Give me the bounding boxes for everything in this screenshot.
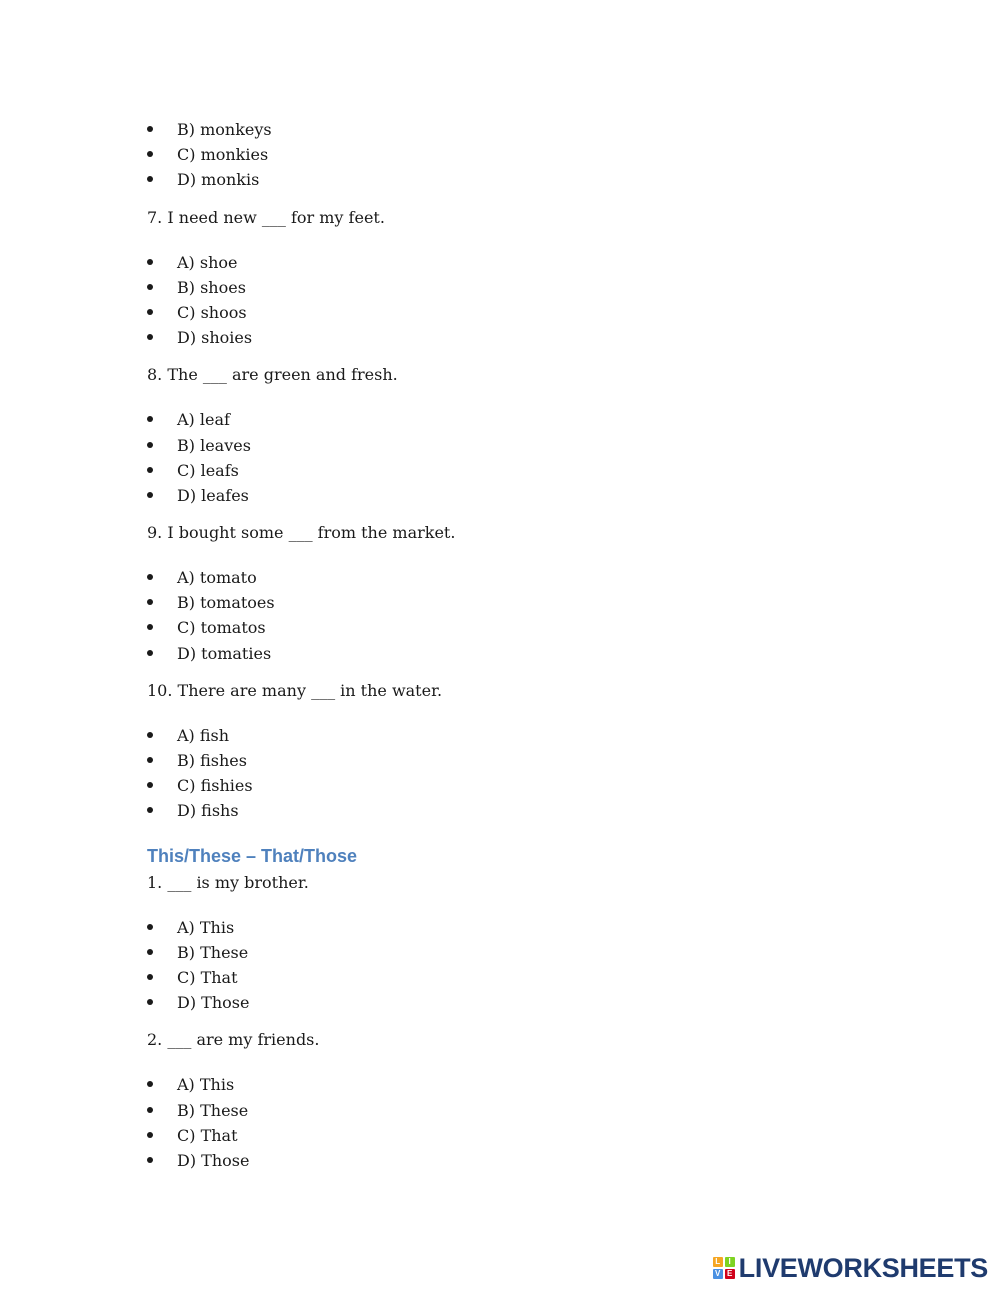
question-text: 2. ___ are my friends.	[147, 1030, 320, 1050]
option-label: A) tomato	[177, 568, 257, 588]
option-label: B) These	[177, 1100, 249, 1120]
option-item	[147, 250, 907, 275]
bullet-icon	[147, 1132, 153, 1138]
option-label: D) fishs	[177, 801, 239, 821]
logo-mark-tile: E	[725, 1269, 735, 1279]
spacer	[147, 350, 907, 365]
option-item	[147, 565, 907, 590]
options-list	[147, 407, 907, 508]
question-text: 8. The ___ are green and fresh.	[147, 365, 398, 385]
bullet-icon	[147, 924, 153, 930]
bullet-icon	[147, 334, 153, 340]
bullet-icon	[147, 126, 153, 132]
bullet-icon	[147, 1157, 153, 1163]
options-list	[147, 723, 907, 824]
option-item	[147, 641, 907, 666]
option-label: C) fishies	[177, 776, 253, 796]
option-item	[147, 483, 907, 508]
option-label: B) tomatoes	[177, 593, 275, 613]
bullet-icon	[147, 999, 153, 1005]
spacer	[147, 1015, 907, 1030]
option-label: B) monkeys	[177, 120, 272, 139]
bullet-icon	[147, 467, 153, 473]
bullet-icon	[147, 151, 153, 157]
logo-mark-tile: I	[725, 1257, 735, 1267]
option-label: C) monkies	[177, 145, 269, 165]
option-label: D) monkis	[177, 170, 260, 190]
option-label: A) This	[177, 917, 235, 937]
option-label: B) leaves	[177, 435, 251, 455]
option-item	[147, 773, 907, 798]
spacer	[147, 893, 907, 915]
bullet-icon	[147, 1107, 153, 1113]
option-item	[147, 748, 907, 773]
section-title: This/These – That/Those	[147, 845, 358, 866]
bullet-icon	[147, 1081, 153, 1087]
logo-text: LIVEWORKSHEETS	[738, 1252, 988, 1283]
option-item	[147, 1098, 907, 1123]
worksheet-content	[147, 117, 907, 1173]
spacer	[147, 193, 907, 208]
question-text: 10. There are many ___ in the water.	[147, 680, 443, 700]
option-item	[147, 940, 907, 965]
option-label: D) shoies	[177, 328, 253, 348]
question-text: 1. ___ is my brother.	[147, 872, 309, 892]
liveworksheets-logo	[713, 1254, 988, 1282]
bullet-icon	[147, 259, 153, 265]
question-text: 7. I need new ___ for my feet.	[147, 207, 385, 227]
option-label: C) leafs	[177, 460, 239, 480]
bullet-icon	[147, 599, 153, 605]
options-list	[147, 117, 907, 193]
option-label: C) That	[177, 1125, 238, 1145]
option-item	[147, 1123, 907, 1148]
option-item	[147, 300, 907, 325]
spacer	[147, 824, 907, 845]
option-item	[147, 325, 907, 350]
option-item	[147, 965, 907, 990]
option-label: D) Those	[177, 993, 250, 1013]
option-item	[147, 407, 907, 432]
spacer	[147, 543, 907, 565]
logo-mark-tile: V	[713, 1269, 723, 1279]
spacer	[147, 701, 907, 723]
spacer	[147, 666, 907, 681]
option-label: C) shoos	[177, 302, 247, 322]
option-label: C) That	[177, 967, 238, 987]
option-item	[147, 167, 907, 192]
bullet-icon	[147, 442, 153, 448]
option-item	[147, 117, 907, 142]
option-label: D) tomaties	[177, 643, 272, 663]
bullet-icon	[147, 650, 153, 656]
option-item	[147, 590, 907, 615]
options-list	[147, 250, 907, 351]
question-text: 9. I bought some ___ from the market.	[147, 523, 456, 543]
bullet-icon	[147, 416, 153, 422]
option-item	[147, 990, 907, 1015]
bullet-icon	[147, 949, 153, 955]
option-label: D) Those	[177, 1150, 250, 1170]
bullet-icon	[147, 492, 153, 498]
option-label: A) This	[177, 1075, 235, 1095]
option-item	[147, 723, 907, 748]
bullet-icon	[147, 309, 153, 315]
spacer	[147, 508, 907, 523]
options-list	[147, 915, 907, 1016]
bullet-icon	[147, 974, 153, 980]
bullet-icon	[147, 757, 153, 763]
options-list	[147, 565, 907, 666]
spacer	[147, 228, 907, 250]
bullet-icon	[147, 782, 153, 788]
options-list	[147, 1072, 907, 1173]
option-item	[147, 1072, 907, 1097]
logo-mark-icon	[713, 1257, 735, 1279]
option-label: A) shoe	[177, 252, 238, 272]
bullet-icon	[147, 807, 153, 813]
option-item	[147, 275, 907, 300]
option-item	[147, 615, 907, 640]
bullet-icon	[147, 624, 153, 630]
option-label: B) fishes	[177, 751, 247, 770]
bullet-icon	[147, 574, 153, 580]
option-label: B) shoes	[177, 277, 246, 297]
option-item	[147, 1148, 907, 1173]
bullet-icon	[147, 176, 153, 182]
option-label: D) leafes	[177, 485, 249, 505]
logo-mark-tile: L	[713, 1257, 723, 1267]
option-label: A) fish	[177, 725, 230, 745]
option-label: B) These	[177, 942, 249, 962]
option-item	[147, 458, 907, 483]
option-item	[147, 798, 907, 823]
option-item	[147, 433, 907, 458]
option-label: A) leaf	[177, 410, 230, 430]
bullet-icon	[147, 732, 153, 738]
option-item	[147, 142, 907, 167]
spacer	[147, 385, 907, 407]
option-item	[147, 915, 907, 940]
spacer	[147, 1050, 907, 1072]
option-label: C) tomatos	[177, 618, 266, 638]
bullet-icon	[147, 284, 153, 290]
